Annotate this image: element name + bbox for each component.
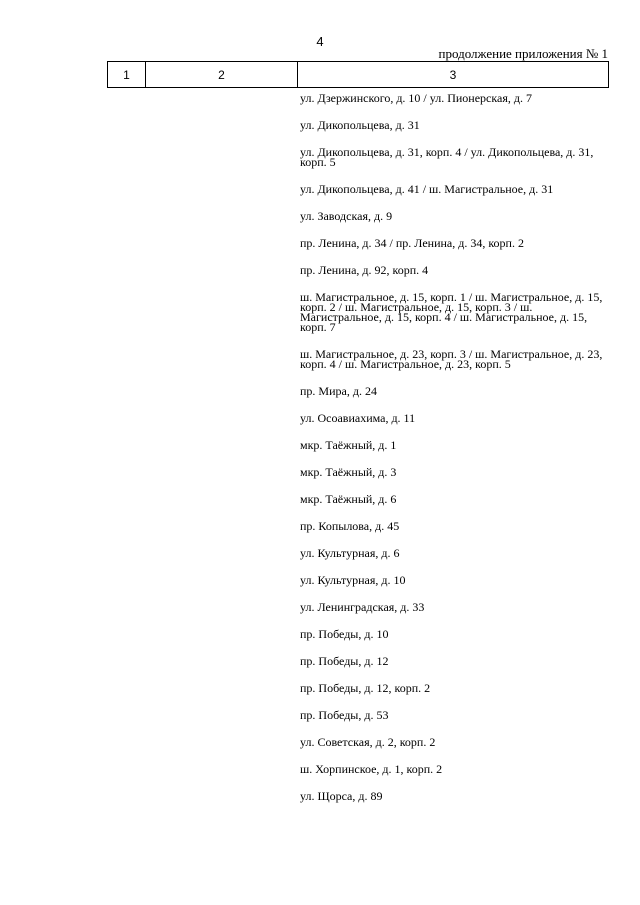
address-item: пр. Победы, д. 10 <box>300 627 389 641</box>
column-header-2: 2 <box>146 62 298 87</box>
address-item: ул. Осоавиахима, д. 11 <box>300 411 416 425</box>
address-item: ш. Хорпинское, д. 1, корп. 2 <box>300 762 443 776</box>
column-header-1: 1 <box>108 62 146 87</box>
address-item: ул. Заводская, д. 9 <box>300 209 393 223</box>
address-item: ул. Культурная, д. 6 <box>300 546 400 560</box>
address-item: ул. Дикопольцева, д. 41 / ш. Магистральное, д. 31 <box>300 182 554 196</box>
address-list <box>300 93 610 818</box>
address-item: ул. Советская, д. 2, корп. 2 <box>300 735 436 749</box>
address-item: пр. Мира, д. 24 <box>300 384 377 398</box>
address-item: пр. Ленина, д. 92, корп. 4 <box>300 263 429 277</box>
address-item: пр. Победы, д. 53 <box>300 708 389 722</box>
appendix-continuation-note: продолжение приложения № 1 <box>438 46 608 61</box>
address-item: мкр. Таёжный, д. 6 <box>300 492 397 506</box>
address-item: ул. Щорса, д. 89 <box>300 789 383 803</box>
address-item: мкр. Таёжный, д. 1 <box>300 438 397 452</box>
table-header-row <box>107 61 609 88</box>
address-item: ул. Дикопольцева, д. 31, корп. 4 / ул. Дикопольцева, д. 31, корп. 5 <box>300 145 594 169</box>
address-item: ул. Культурная, д. 10 <box>300 573 406 587</box>
address-item: ул. Дзержинского, д. 10 / ул. Пионерская, д. 7 <box>300 91 532 105</box>
address-item: ул. Дикопольцева, д. 31 <box>300 118 420 132</box>
column-header-3: 3 <box>298 62 609 87</box>
address-item: пр. Победы, д. 12, корп. 2 <box>300 681 431 695</box>
address-item: ш. Магистральное, д. 23, корп. 3 / ш. Магистральное, д. 23, корп. 4 / ш. Магистральное, д. 23, корп. 5 <box>300 347 603 371</box>
page-number: 4 <box>316 34 324 49</box>
address-item: пр. Копылова, д. 45 <box>300 519 400 533</box>
address-item: ш. Магистральное, д. 15, корп. 1 / ш. Магистральное, д. 15, корп. 2 / ш. Магистральное, д. 15, корп. 3 / ш. Магистральное, д. 15, корп. 4 / ш. Магистральное, д. 15, корп. 7 <box>300 290 603 334</box>
address-item: пр. Победы, д. 12 <box>300 654 389 668</box>
address-item: ул. Ленинградская, д. 33 <box>300 600 425 614</box>
address-item: мкр. Таёжный, д. 3 <box>300 465 397 479</box>
address-item: пр. Ленина, д. 34 / пр. Ленина, д. 34, корп. 2 <box>300 236 524 250</box>
